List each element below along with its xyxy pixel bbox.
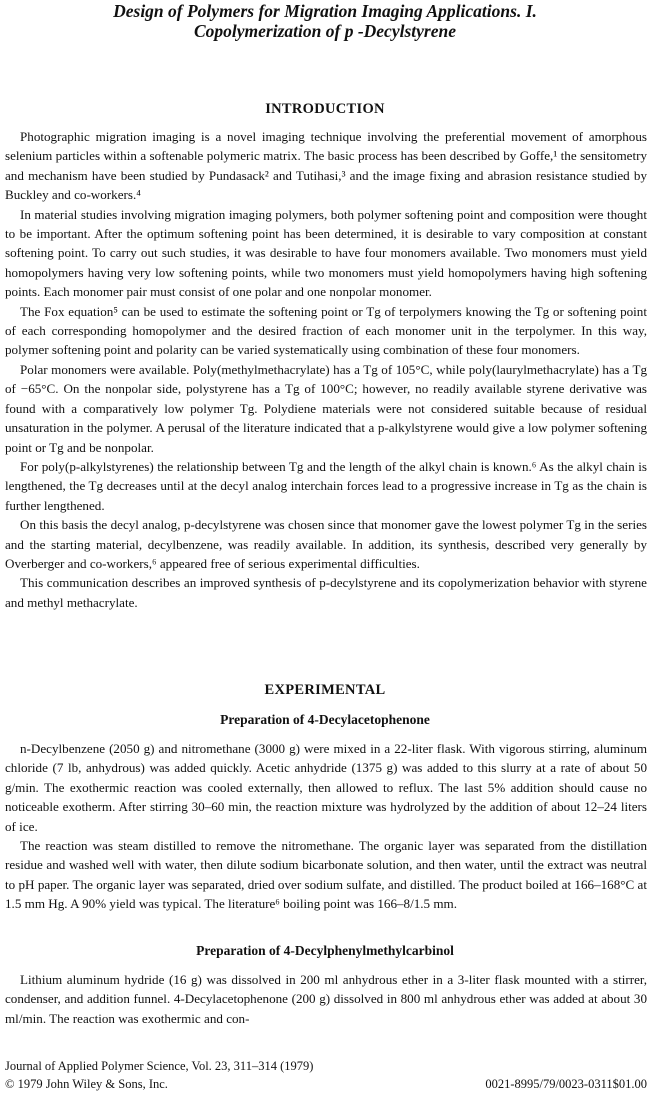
experimental-heading: EXPERIMENTAL xyxy=(264,682,386,698)
article-title-line-2 xyxy=(0,21,650,42)
title-italic-p: p xyxy=(344,21,354,41)
title-prefix: Copolymerization of xyxy=(194,21,345,41)
introduction-heading: INTRODUCTION xyxy=(265,101,385,117)
copyright-notice: © 1979 John Wiley & Sons, Inc. xyxy=(5,1077,168,1091)
experimental-body-2 xyxy=(5,970,647,1028)
subheading-decylphenylmethylcarbinol: Preparation of 4-Decylphenylmethylcarbinol xyxy=(196,943,454,958)
article-code: 0021-8995/79/0023-0311$01.00 xyxy=(485,1077,647,1091)
intro-paragraph-4: Polar monomers were available. Poly(methylmethacrylate) has a Tg of 105°C, while poly(laurylmethacrylate) has a Tg of −65°C. On the nonpolar side, polystyrene has a Tg of 100°C; however, no readily available styrene derivative was found with a comparatively low polymer Tg. Polydiene materials were not considered suitable because of residual unsaturation in the polymer. A perusal of the literature indicated that a p-alkylstyrene would give a low polymer softening point or Tg and be nonpolar. xyxy=(5,361,647,455)
exp-paragraph-1: n-Decylbenzene (2050 g) and nitromethane (3000 g) were mixed in a 22-liter flask. With vigorous stirring, aluminum chloride (7 lb, anhydrous) was added quickly. Acetic anhydride (1375 g) was added to this slurry at a rate of about 50 g/min. The exothermic reaction was cooled externally, then allowed to reflux. The last 5% addition should cause no noticeable exotherm. After stirring 30–60 min, the reaction mixture was hydrolyzed by the addition of about 12–24 liters of ice. xyxy=(5,741,647,834)
intro-paragraph-6: On this basis the decyl analog, p-decylstyrene was chosen since that monomer gave the lowest polymer Tg in the series and the starting material, decylbenzene, was readily available. In addition, its synthesis, described very generally by Overberger and co-workers,⁶ appeared free of serious experimental difficulties. xyxy=(5,517,647,571)
experimental-body-1 xyxy=(5,739,647,914)
introduction-body xyxy=(5,127,647,612)
exp-paragraph-2: The reaction was steam distilled to remove the nitromethane. The organic layer was separated from the distillation residue and washed well with water, then dilute sodium bicarbonate solution, and then water, until the extract was neutral to pH paper. The organic layer was separated, dried over sodium sulfate, and distilled. The product boiled at 166–168°C at 1.5 mm Hg. A 90% yield was typical. The literature⁶ boiling point was 166–8/1.5 mm. xyxy=(5,838,647,912)
page-footer xyxy=(5,1057,647,1093)
intro-paragraph-1: Photographic migration imaging is a novel imaging technique involving the preferential movement of amorphous selenium particles within a softenable polymeric matrix. The basic process has been described by Goffe,¹ the sensitometry and mechanism have been studied by Pundasack² and Tutihasi,³ and the image fixing and abrasion resistance studied by Buckley and co-workers.⁴ xyxy=(5,129,647,203)
journal-citation: Journal of Applied Polymer Science, Vol. 23, 311–314 (1979) xyxy=(5,1059,314,1073)
intro-paragraph-7: This communication describes an improved synthesis of p-decylstyrene and its copolymerization behavior with styrene and methyl methacrylate. xyxy=(5,575,647,610)
intro-paragraph-2: In material studies involving migration imaging polymers, both polymer softening point and composition were thought to be important. After the optimum softening point has been determined, it is desirable to vary composition at constant softening point. To carry out such studies, it was desirable to have four monomers available. Two monomers must yield homopolymers having very low softening points, while two monomers must yield homopolymers having high softening points. Each monomer pair must consist of one polar and one nonpolar monomer. xyxy=(5,206,647,300)
intro-paragraph-5: For poly(p-alkylstyrenes) the relationship between Tg and the length of the alkyl chain is known.⁶ As the alkyl chain is lengthened, the Tg decreases until at the decyl analog interchain forces lead to a progressive increase in Tg as the chain is further lengthened. xyxy=(5,458,647,513)
article-title-line-1: Design of Polymers for Migration Imaging Applications. I. xyxy=(113,1,537,21)
exp-paragraph-3: Lithium aluminum hydride (16 g) was dissolved in 200 ml anhydrous ether in a 3-liter flask mounted with a stirrer, condenser, and addition funnel. 4-Decylacetophenone (200 g) dissolved in 800 ml anhydrous ether was added at about 30 ml/min. The reaction was exothermic and con- xyxy=(5,972,647,1026)
title-suffix: -Decylstyrene xyxy=(353,21,456,41)
intro-paragraph-3: The Fox equation⁵ can be used to estimate the softening point or Tg of terpolymers knowing the Tg or softening point of each corresponding homopolymer and the desired fraction of each monomer unit in the terpolymer. In this way, polymer softening point and polarity can be varied systematically using combination of these four monomers. xyxy=(5,303,647,358)
subheading-decylacetophenone: Preparation of 4-Decylacetophenone xyxy=(220,712,430,727)
